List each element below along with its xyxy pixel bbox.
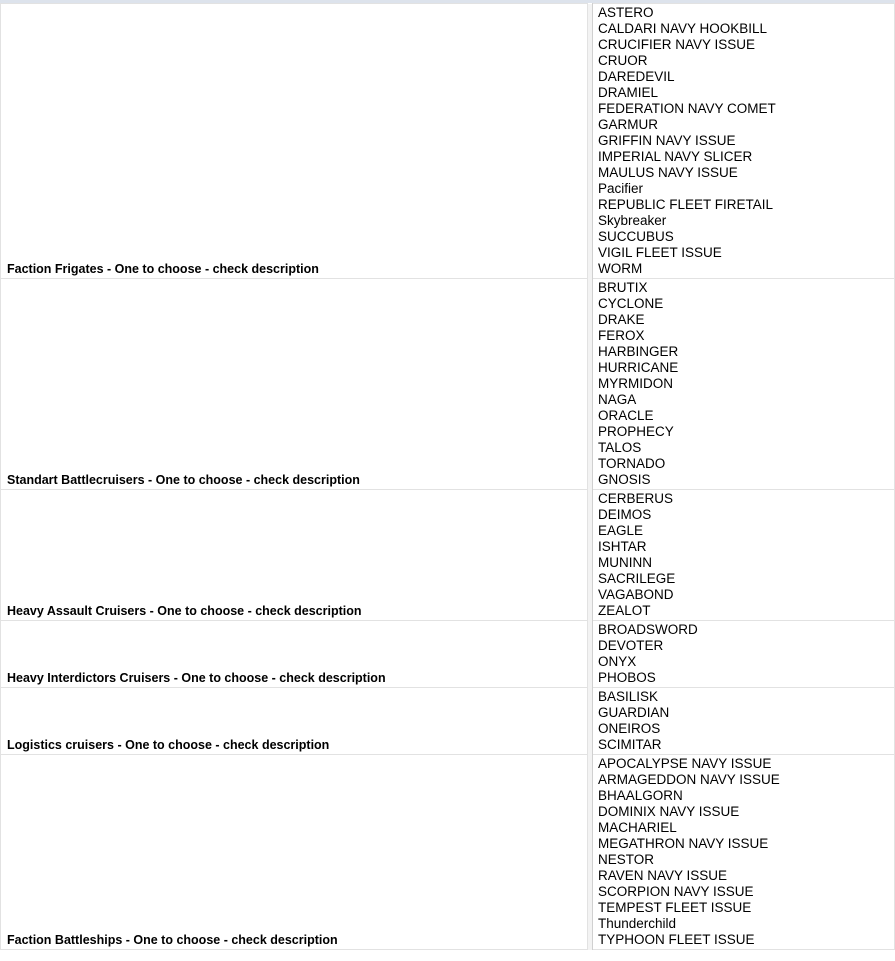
ship-name: HURRICANE xyxy=(598,360,679,375)
ships-cell[interactable] xyxy=(593,621,895,688)
category-cell[interactable]: Heavy Interdictors Cruisers - One to choose - check description xyxy=(1,621,588,688)
ship-name: BRUTIX xyxy=(598,280,648,295)
ship-name: ONEIROS xyxy=(598,721,661,736)
ship-name: TALOS xyxy=(598,440,642,455)
ship-name: DOMINIX NAVY ISSUE xyxy=(598,804,740,819)
ship-name: GNOSIS xyxy=(598,472,651,487)
ships-cell[interactable] xyxy=(593,279,895,490)
ship-name: CRUCIFIER NAVY ISSUE xyxy=(598,37,756,52)
ship-name: TYPHOON FLEET ISSUE xyxy=(598,932,755,947)
ship-name: PHOBOS xyxy=(598,670,656,685)
ship-name: EAGLE xyxy=(598,523,644,538)
ship-name: GUARDIAN xyxy=(598,705,670,720)
ship-name: DEIMOS xyxy=(598,507,652,522)
ship-name: SUCCUBUS xyxy=(598,229,674,244)
ship-name: ONYX xyxy=(598,654,637,669)
ship-name: REPUBLIC FLEET FIRETAIL xyxy=(598,197,774,212)
ship-name: RAVEN NAVY ISSUE xyxy=(598,868,728,883)
ship-name: VAGABOND xyxy=(598,587,674,602)
ship-name: CALDARI NAVY HOOKBILL xyxy=(598,21,768,36)
ship-name: MACHARIEL xyxy=(598,820,677,835)
table-row xyxy=(1,755,895,950)
table-row xyxy=(1,4,895,279)
ship-name: IMPERIAL NAVY SLICER xyxy=(598,149,753,164)
ship-name: VIGIL FLEET ISSUE xyxy=(598,245,722,260)
ship-name: FEROX xyxy=(598,328,645,343)
table-row xyxy=(1,279,895,490)
ship-name: MUNINN xyxy=(598,555,652,570)
ship-name: DRAKE xyxy=(598,312,645,327)
category-cell[interactable]: Standart Battlecruisers - One to choose - check description xyxy=(1,279,588,490)
ship-name: DAREDEVIL xyxy=(598,69,675,84)
ship-name: ORACLE xyxy=(598,408,654,423)
ship-category-table xyxy=(0,3,895,950)
ships-cell[interactable] xyxy=(593,490,895,621)
category-cell[interactable]: Faction Frigates - One to choose - check description xyxy=(1,4,588,279)
ship-name: MAULUS NAVY ISSUE xyxy=(598,165,738,180)
category-cell[interactable]: Logistics cruisers - One to choose - check description xyxy=(1,688,588,755)
table-row xyxy=(1,490,895,621)
ship-name: DEVOTER xyxy=(598,638,664,653)
ship-name: BASILISK xyxy=(598,689,659,704)
ship-name: CYCLONE xyxy=(598,296,664,311)
table-row xyxy=(1,688,895,755)
ship-name: TEMPEST FLEET ISSUE xyxy=(598,900,752,915)
ship-name: ASTERO xyxy=(598,5,654,20)
ship-name: ARMAGEDDON NAVY ISSUE xyxy=(598,772,780,787)
ship-name: ISHTAR xyxy=(598,539,647,554)
ship-name: Skybreaker xyxy=(598,213,667,228)
ships-cell[interactable] xyxy=(593,688,895,755)
ship-name: Thunderchild xyxy=(598,916,677,931)
ship-name: TORNADO xyxy=(598,456,666,471)
ship-name: APOCALYPSE NAVY ISSUE xyxy=(598,756,772,771)
ship-name: SCIMITAR xyxy=(598,737,662,752)
ship-name: DRAMIEL xyxy=(598,85,659,100)
ship-name: Pacifier xyxy=(598,181,644,196)
ship-name: MYRMIDON xyxy=(598,376,673,391)
ship-name: NESTOR xyxy=(598,852,655,867)
table-body xyxy=(1,4,895,950)
ship-name: BROADSWORD xyxy=(598,622,698,637)
ship-name: FEDERATION NAVY COMET xyxy=(598,101,776,116)
ship-name: PROPHECY xyxy=(598,424,674,439)
category-cell[interactable]: Faction Battleships - One to choose - check description xyxy=(1,755,588,950)
table-row xyxy=(1,621,895,688)
ship-name: GRIFFIN NAVY ISSUE xyxy=(598,133,736,148)
ship-name: GARMUR xyxy=(598,117,658,132)
ship-name: ZEALOT xyxy=(598,603,651,618)
ship-name: NAGA xyxy=(598,392,637,407)
ship-name: BHAALGORN xyxy=(598,788,683,803)
ships-cell[interactable] xyxy=(593,4,895,279)
ship-name: CERBERUS xyxy=(598,491,674,506)
ship-name: WORM xyxy=(598,261,643,276)
ship-name: CRUOR xyxy=(598,53,648,68)
ships-cell[interactable] xyxy=(593,755,895,950)
ship-name: MEGATHRON NAVY ISSUE xyxy=(598,836,769,851)
ship-name: SACRILEGE xyxy=(598,571,676,586)
ship-name: SCORPION NAVY ISSUE xyxy=(598,884,754,899)
ship-name: HARBINGER xyxy=(598,344,679,359)
category-cell[interactable]: Heavy Assault Cruisers - One to choose - check description xyxy=(1,490,588,621)
